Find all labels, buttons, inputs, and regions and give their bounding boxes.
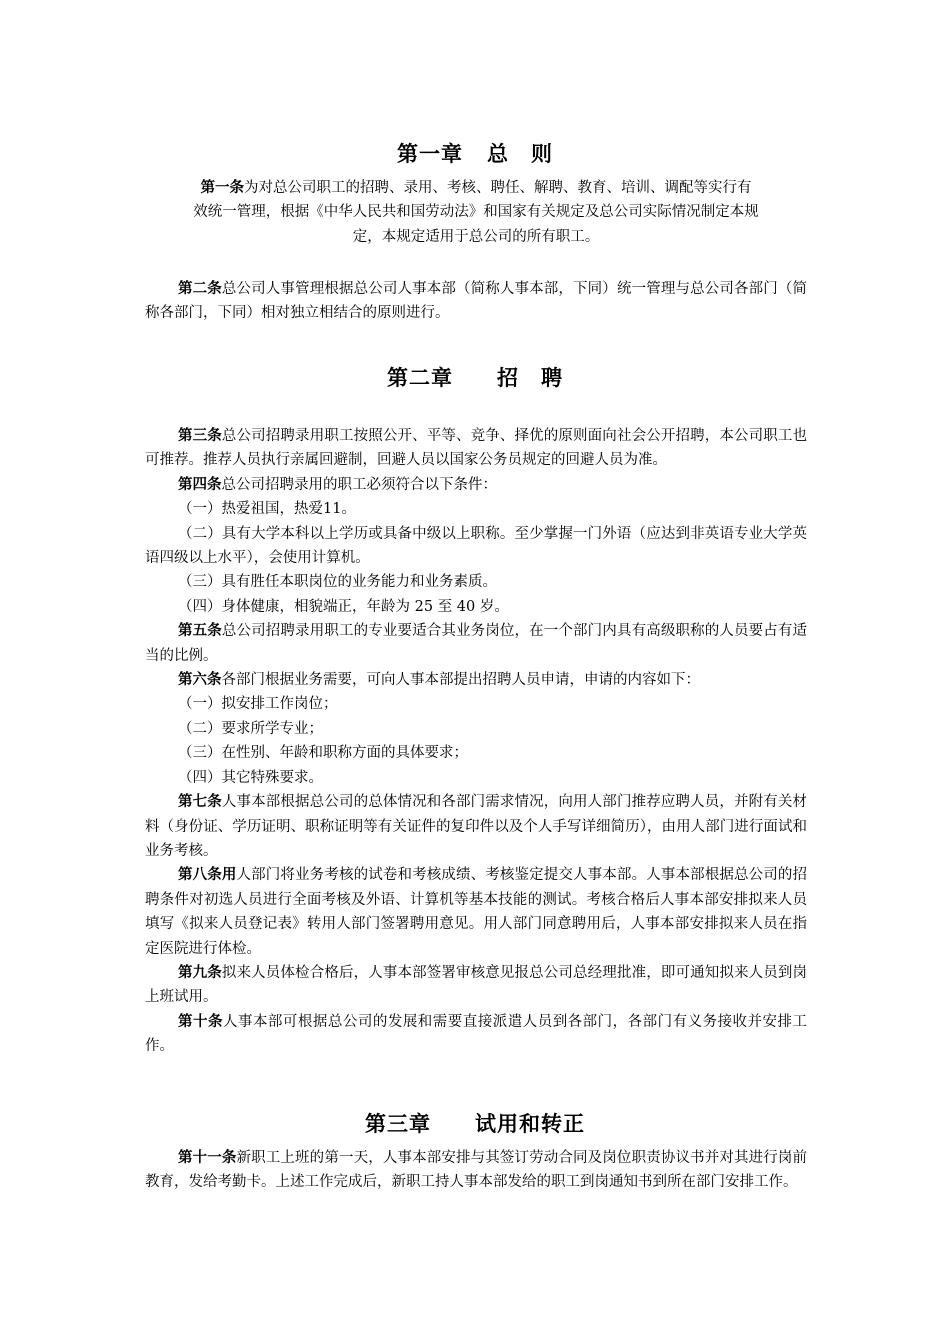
article-1-line-1: 为对总公司职工的招聘、录用、考核、聘任、解聘、教育、培训、调配等实行有 bbox=[244, 180, 752, 196]
chapter-3-title: 试用和转正 bbox=[475, 1111, 585, 1136]
article-8-text: 人部门将业务考核的试卷和考核成绩、考核鉴定提交人事本部。人事本部根据总公司的招聘条件对初选人员进行全面考核及外语、计算机等基本技能的测试。考核合格后人事本部安排拟来人员填写《拟来人员登记表》转用人部门签署聘用意见。用人部门同意聘用后，人事本部安排拟来人员在指定医院进行体检。 bbox=[145, 867, 808, 957]
article-10-head: 第十条 bbox=[178, 1012, 223, 1030]
article-7-head: 第七条 bbox=[178, 793, 222, 811]
article-5-head: 第五条 bbox=[178, 622, 222, 640]
article-1-line-2: 效统一管理，根据《中华人民共和国劳动法》和国家有关规定及总公司实际情况制定本规 bbox=[193, 204, 759, 221]
article-11-text: 新职工上班的第一天，人事本部安排与其签订劳动合同及岗位职责协议书并对其进行岗前教育，发给考勤卡。上述工作完成后，新职工持人事本部发给的职工到岗通知书到所在部门安排工作。 bbox=[145, 1150, 808, 1191]
article-10-text: 人事本部可根据总公司的发展和需要直接派遣人员到各部门，各部门有义务接收并安排工作。 bbox=[145, 1013, 808, 1055]
article-1-line-3: 定，本规定适用于总公司的所有职工。 bbox=[352, 228, 600, 245]
article-6-item-1: （一）拟安排工作岗位； bbox=[178, 696, 338, 713]
article-5-text: 总公司招聘录用职工的专业要适合其业务岗位，在一个部门内具有高级职称的人员要占有适当的比例。 bbox=[145, 623, 808, 664]
article-4-item-1: （一）热爱祖国，热爱11。 bbox=[178, 501, 356, 518]
article-3 bbox=[145, 424, 807, 473]
chapter-2-heading bbox=[0, 362, 950, 392]
article-11 bbox=[145, 1146, 807, 1195]
article-2-text: 总公司人事管理根据总公司人事本部（简称人事本部，下同）统一管理与总公司各部门（简称各部门，下同）相对独立相结合的原则进行。 bbox=[145, 281, 808, 322]
article-4-text: 总公司招聘录用的职工必须符合以下条件： bbox=[221, 476, 497, 493]
article-8 bbox=[145, 863, 807, 961]
article-6-item-2: （二）要求所学专业； bbox=[178, 720, 323, 737]
article-6 bbox=[145, 668, 807, 692]
article-9-head: 第九条 bbox=[178, 963, 222, 981]
chapter-1-title: 总 则 bbox=[487, 141, 553, 166]
article-11-head: 第十一条 bbox=[178, 1149, 237, 1166]
article-4-item-2: （二）具有大学本科以上学历或具备中级以上职称。至少掌握一门外语（应达到非英语专业大学英语四级以上水平），会使用计算机。 bbox=[145, 525, 807, 567]
chapter-1-heading bbox=[0, 138, 950, 168]
chapter-3-heading bbox=[0, 1108, 950, 1138]
chapter-1-label: 第一章 bbox=[397, 141, 463, 166]
article-3-text: 总公司招聘录用职工按照公开、平等、竞争、择优的原则面向社会公开招聘，本公司职工也可推荐。推荐人员执行亲属回避制，回避人员以国家公务员规定的回避人员为准。 bbox=[145, 428, 808, 469]
chapter-2-title: 招 聘 bbox=[497, 365, 563, 390]
chapter-2-body bbox=[0, 424, 950, 1059]
article-7 bbox=[145, 790, 807, 863]
article-8-head: 第八条用 bbox=[178, 866, 237, 884]
article-4 bbox=[145, 473, 807, 497]
chapter-3-label: 第三章 bbox=[365, 1111, 431, 1136]
chapter-2-label: 第二章 bbox=[387, 365, 453, 390]
article-6-text: 各部门根据业务需要，可向人事本部提出招聘人员申请，申请的内容如下： bbox=[221, 672, 700, 689]
article-5 bbox=[145, 619, 807, 668]
article-4-head: 第四条 bbox=[178, 475, 222, 493]
article-9-text: 拟来人员体检合格后，人事本部签署审核意见报总公司总经理批准，即可通知拟来人员到岗上班试用。 bbox=[145, 964, 808, 1006]
article-7-text: 人事本部根据总公司的总体情况和各部门需求情况，向用人部门推荐应聘人员，并附有关材料（身份证、学历证明、职称证明等有关证件的复印件以及个人手写详细简历），由用人部门进行面试和业务考核。 bbox=[145, 794, 808, 859]
article-10 bbox=[145, 1010, 807, 1059]
article-6-item-4: （四）其它特殊要求。 bbox=[178, 769, 323, 786]
article-2 bbox=[145, 277, 807, 326]
article-1 bbox=[145, 176, 807, 249]
article-1-head: 第一条 bbox=[200, 179, 244, 196]
article-6-item-3: （三）在性别、年龄和职称方面的具体要求； bbox=[178, 745, 468, 762]
article-3-head: 第三条 bbox=[178, 427, 222, 444]
article-4-item-3: （三）具有胜任本职岗位的业务能力和业务素质。 bbox=[178, 574, 497, 591]
article-4-item-4: （四）身体健康，相貌端正，年龄为 25 至 40 岁。 bbox=[178, 598, 509, 615]
article-2-head: 第二条 bbox=[178, 280, 222, 297]
article-9 bbox=[145, 961, 807, 1010]
article-6-head: 第六条 bbox=[178, 671, 222, 689]
